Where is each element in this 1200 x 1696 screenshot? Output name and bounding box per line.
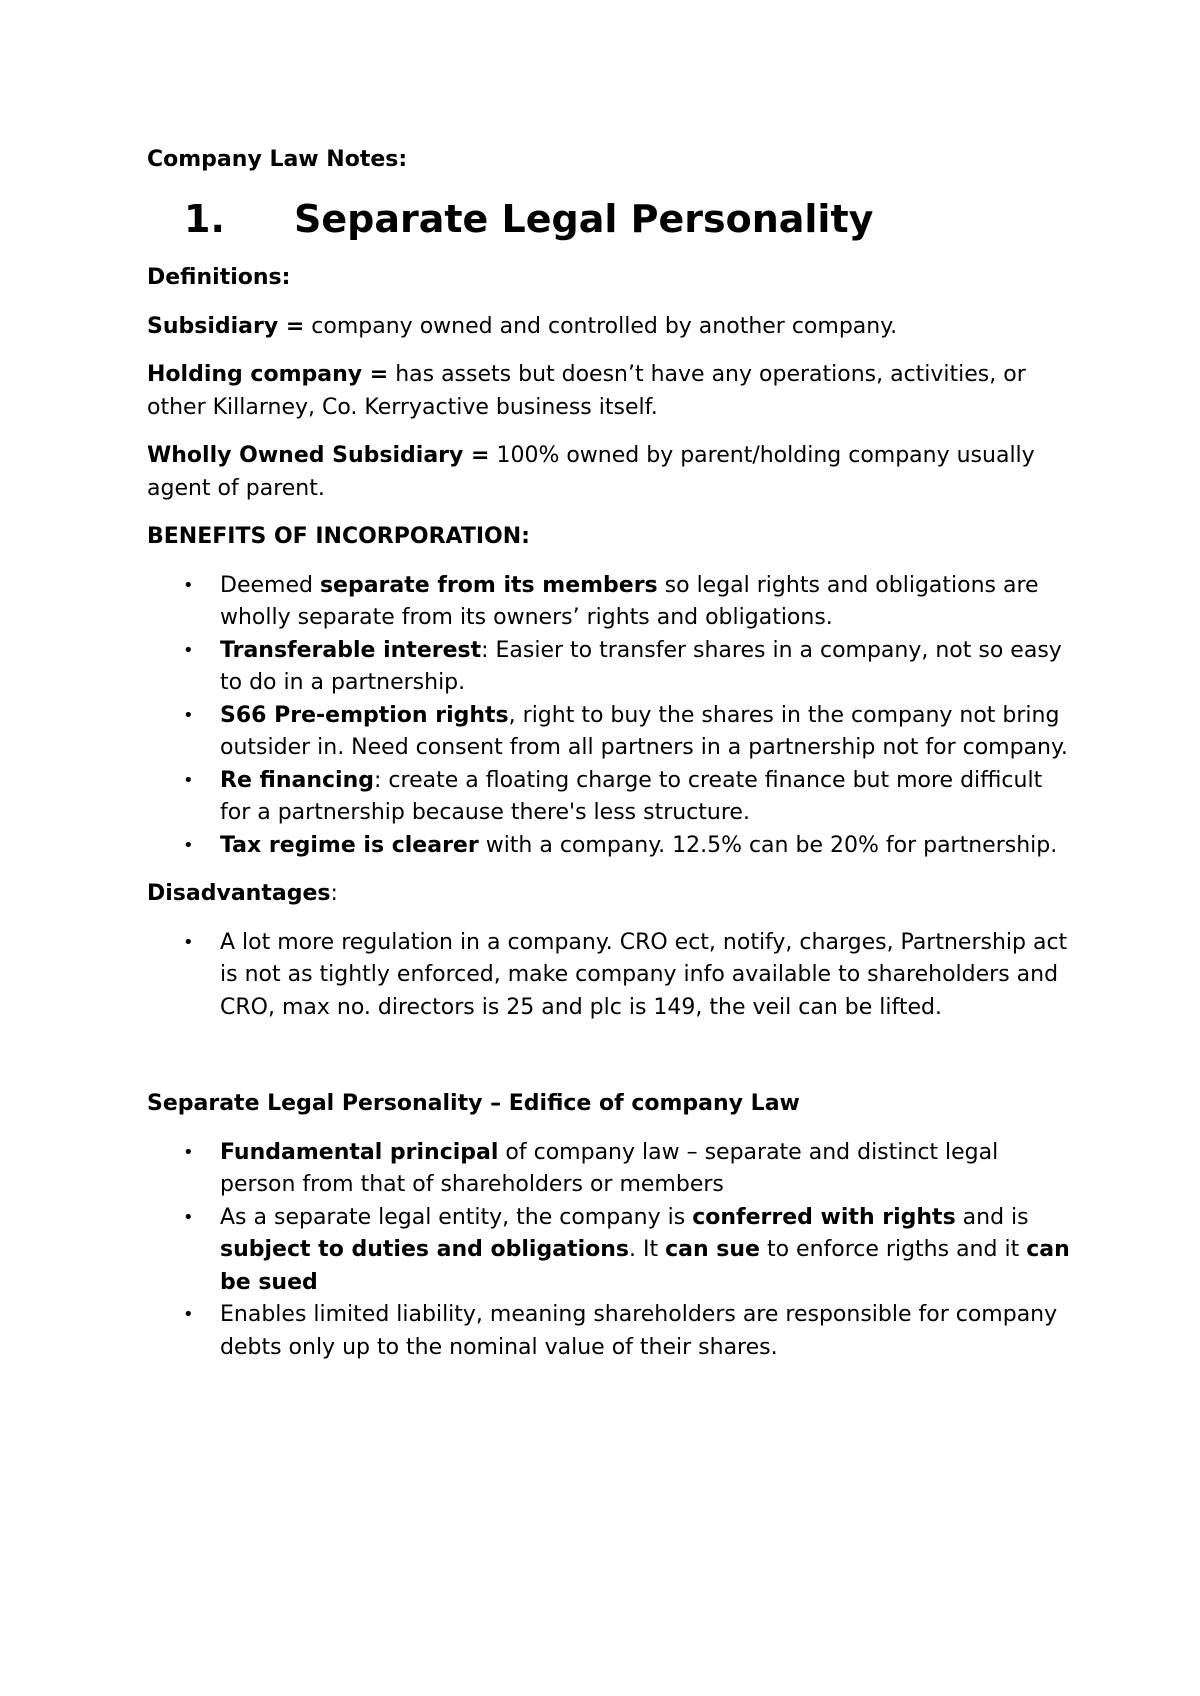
item-emphasis: Tax regime is clearer xyxy=(220,832,479,858)
definition-text: 100% owned by parent/holding company usually agent of parent. xyxy=(147,443,1035,501)
definition-subsidiary xyxy=(147,311,1077,344)
definition-term: Wholly Owned Subsidiary = xyxy=(147,443,490,468)
definition-text: has assets but doesn’t have any operations, activities, or other Killarney, Co. Kerryactive business itself. xyxy=(147,362,1026,420)
definitions-label: Definitions: xyxy=(147,265,291,290)
item-text: As a separate legal entity, the company is xyxy=(220,1204,693,1230)
item-text: and is xyxy=(955,1204,1029,1230)
list-item xyxy=(147,830,1077,863)
item-text: so legal rights and obligations are wholly separate from its owners’ rights and obligations. xyxy=(220,572,1039,630)
slp-points-list xyxy=(147,1137,1077,1365)
item-emphasis: separate from its members xyxy=(319,572,658,598)
item-emphasis: Transferable interest xyxy=(220,637,482,663)
list-item xyxy=(147,570,1077,635)
section-number: 1. xyxy=(184,197,225,241)
item-text: to enforce rigths and it xyxy=(759,1237,1027,1262)
item-text: with a company. 12.5% can be 20% for partnership. xyxy=(478,832,1058,858)
item-emphasis: subject to duties and obligations xyxy=(220,1237,629,1262)
section-title: Separate Legal Personality xyxy=(294,197,874,241)
disadvantages-label-colon: : xyxy=(330,881,338,906)
item-text: : Easier to transfer shares in a company, not so easy to do in a partnership. xyxy=(220,637,1062,695)
bullet-icon: • xyxy=(183,639,194,661)
list-item xyxy=(147,635,1077,700)
document-body xyxy=(147,262,1077,1380)
definition-term: Subsidiary = xyxy=(147,313,305,339)
item-text: A lot more regulation in a company. CRO ect, notify, charges, Partnership act is not as tightly enforced, make company info available to shareholders and CRO, max no. directors is 25 and plc is 149, the veil can be lifted. xyxy=(220,929,1068,1020)
item-emphasis: S66 Pre-emption rights xyxy=(220,702,509,728)
bullet-icon: • xyxy=(183,1206,194,1228)
item-text: Enables limited liability, meaning shareholders are responsible for company debts only up to the nominal value of their shares. xyxy=(220,1302,1058,1360)
bullet-icon: • xyxy=(183,1141,194,1163)
item-emphasis: can sue xyxy=(665,1237,760,1262)
disadvantages-list xyxy=(147,927,1077,1025)
item-emphasis: conferred with rights xyxy=(692,1204,956,1230)
benefits-label: BENEFITS OF INCORPORATION: xyxy=(147,524,530,549)
benefits-list xyxy=(147,570,1077,863)
bullet-icon: • xyxy=(183,704,194,726)
list-item xyxy=(147,1299,1077,1364)
list-item xyxy=(147,1202,1077,1300)
bullet-icon: • xyxy=(183,931,194,953)
bullet-icon: • xyxy=(183,769,194,791)
document-header: Company Law Notes: xyxy=(147,147,408,172)
item-text: , right to buy the shares in the company not bring outsider in. Need consent from all partners in a partnership not for company. xyxy=(220,702,1068,760)
list-item xyxy=(147,765,1077,830)
definition-holding-company xyxy=(147,359,1077,424)
section-spacer xyxy=(147,1040,1077,1088)
bullet-icon: • xyxy=(183,1304,194,1325)
item-emphasis: Fundamental principal xyxy=(220,1139,499,1165)
item-text: . It xyxy=(629,1237,666,1262)
item-emphasis: Re financing xyxy=(220,767,374,793)
bullet-icon: • xyxy=(183,834,194,856)
slp-section-title: Separate Legal Personality – Edifice of company Law xyxy=(147,1091,800,1116)
item-text: Deemed xyxy=(220,572,320,598)
disadvantages-label-text: Disadvantages xyxy=(147,881,331,906)
definition-text: company owned and controlled by another company. xyxy=(304,313,898,339)
list-item xyxy=(147,1137,1077,1202)
bullet-icon: • xyxy=(183,574,194,596)
definition-wholly-owned-subsidiary xyxy=(147,440,1077,505)
item-text: : create a floating charge to create finance but more difficult for a partnership because there's less structure. xyxy=(220,767,1043,825)
list-item xyxy=(147,927,1077,1025)
item-text: of company law – separate and distinct legal person from that of shareholders or members xyxy=(220,1139,999,1197)
definition-term: Holding company = xyxy=(147,362,389,387)
disadvantages-label xyxy=(147,878,1077,911)
list-item xyxy=(147,700,1077,765)
item-emphasis: can be sued xyxy=(220,1237,1070,1295)
section-heading xyxy=(184,195,873,243)
